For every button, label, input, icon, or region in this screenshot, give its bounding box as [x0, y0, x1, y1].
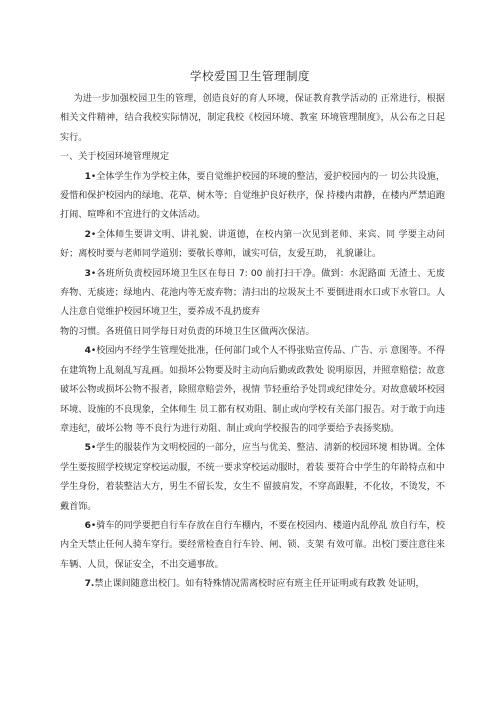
rule-paragraph-3: [60, 265, 445, 323]
paragraph-text: •学生的服装作为文明校园的一部分，应当与优美、整洁、清新的校园环境 相协调。全体学生要按照学校规定穿校运动服，不统一要求穿校运动服时，着装 要符合中学生的年龄特点和中学生身份，着装整洁大方，男生不留长发，女生不 留披肩发，不穿高跟鞋，不化妆，不烫发，不戴首饰。: [60, 443, 445, 512]
paragraph-text: 物的习惯。各班值日同学每日对负责的环境卫生区做两次保洁。: [60, 326, 315, 337]
paragraph-text: •全体学生作为学校主体，要自觉维护校园的环境的整洁，爱护校园内的一 切公共设施，爱惜和保护校园内的绿地、花草、树木等；自觉维护良好秩序，保 持楼内肃静，在楼内严禁追跑打闹、喧哗和不宜进行的文体活动。: [60, 171, 445, 221]
paragraph-text: 禁止课间随意出校门。如有特殊情况需离校时应有班主任开证明或有政教 处证明，: [94, 579, 425, 590]
paragraph-text: 一、关于校园环境管理规定: [60, 152, 170, 163]
rule-paragraph-3-continued: [60, 323, 445, 342]
intro-paragraph: [60, 90, 445, 148]
document-body: [60, 90, 445, 595]
section-heading: [60, 148, 445, 167]
paragraph-text: •各班所负责校园环境卫生区在每日 7: 00 前打扫干净。做到：水泥路面 无渣土、无废弃物、无痰迹；绿地内、花池内等无废弃物；清扫出的垃圾灰土不 要倒进雨水口或下水管口。人人注意自觉维护校园环境卫生，要养成不乱扔废弃: [60, 268, 445, 318]
rule-paragraph-1: [60, 168, 445, 226]
paragraph-text: •骑车的同学要把自行车存放在自行车棚内，不要在校园内、楼道内乱停乱 放自行车，校内全天禁止任何人骑车穿行。要经常检查自行车铃、闸、锁、支架 有效可靠。出校门要注意往来车辆、人员，保证安全，不出交通事故。: [60, 520, 445, 570]
rule-number: 1: [84, 171, 91, 182]
rule-paragraph-5: [60, 439, 445, 517]
paragraph-text: •校园内不经学生管理处批准，任何部门或个人不得张贴宣传品、广告、示 意图等。不得在建筑物上乱刻乱写乱画。如损坏公物要及时主动向后勤或政教处 说明原因，并照章赔偿；故意破坏公物或损坏公物不报者，除照章赔尝外，视情 节轻重给予处罚或纪律处分。对故意破坏校园环境、设施的不良现象，全体师生 员工都有权劝阻、制止或向学校有关部门报告。对于敢于向违章违纪，破坏公物 等不良行为进行劝阻、制止或向学校报告的同学要给予表扬奖励。: [60, 346, 445, 434]
rule-number: 5: [84, 443, 91, 454]
paragraph-text: •全体师生要讲文明、讲礼貌、讲道德，在校内第一次见到老师、来宾、同 学要主动问好；离校时要与老师同学道别；要敬长尊师，诚实可信，友爱互助， 礼貌谦让。: [60, 229, 445, 260]
rule-paragraph-2: [60, 226, 445, 265]
rule-number: 4: [84, 346, 91, 357]
rule-number: 2: [84, 229, 91, 240]
paragraph-text: 为进一步加强校园卫生的管理，创造良好的育人环境，保证教育教学活动的 正常进行，根据相关文件精神，结合我校实际情况，制定我校《校园环境、教室 环境管理制度》，从公布之日起实行。: [60, 94, 445, 143]
rule-paragraph-4: [60, 342, 445, 439]
rule-number: 7.: [84, 579, 95, 590]
rule-number: 3: [84, 268, 91, 279]
document-title: 学校爱国卫生管理制度: [190, 69, 310, 83]
rule-number: 6: [84, 520, 91, 531]
rule-paragraph-7: [60, 575, 445, 594]
rule-paragraph-6: [60, 517, 445, 575]
